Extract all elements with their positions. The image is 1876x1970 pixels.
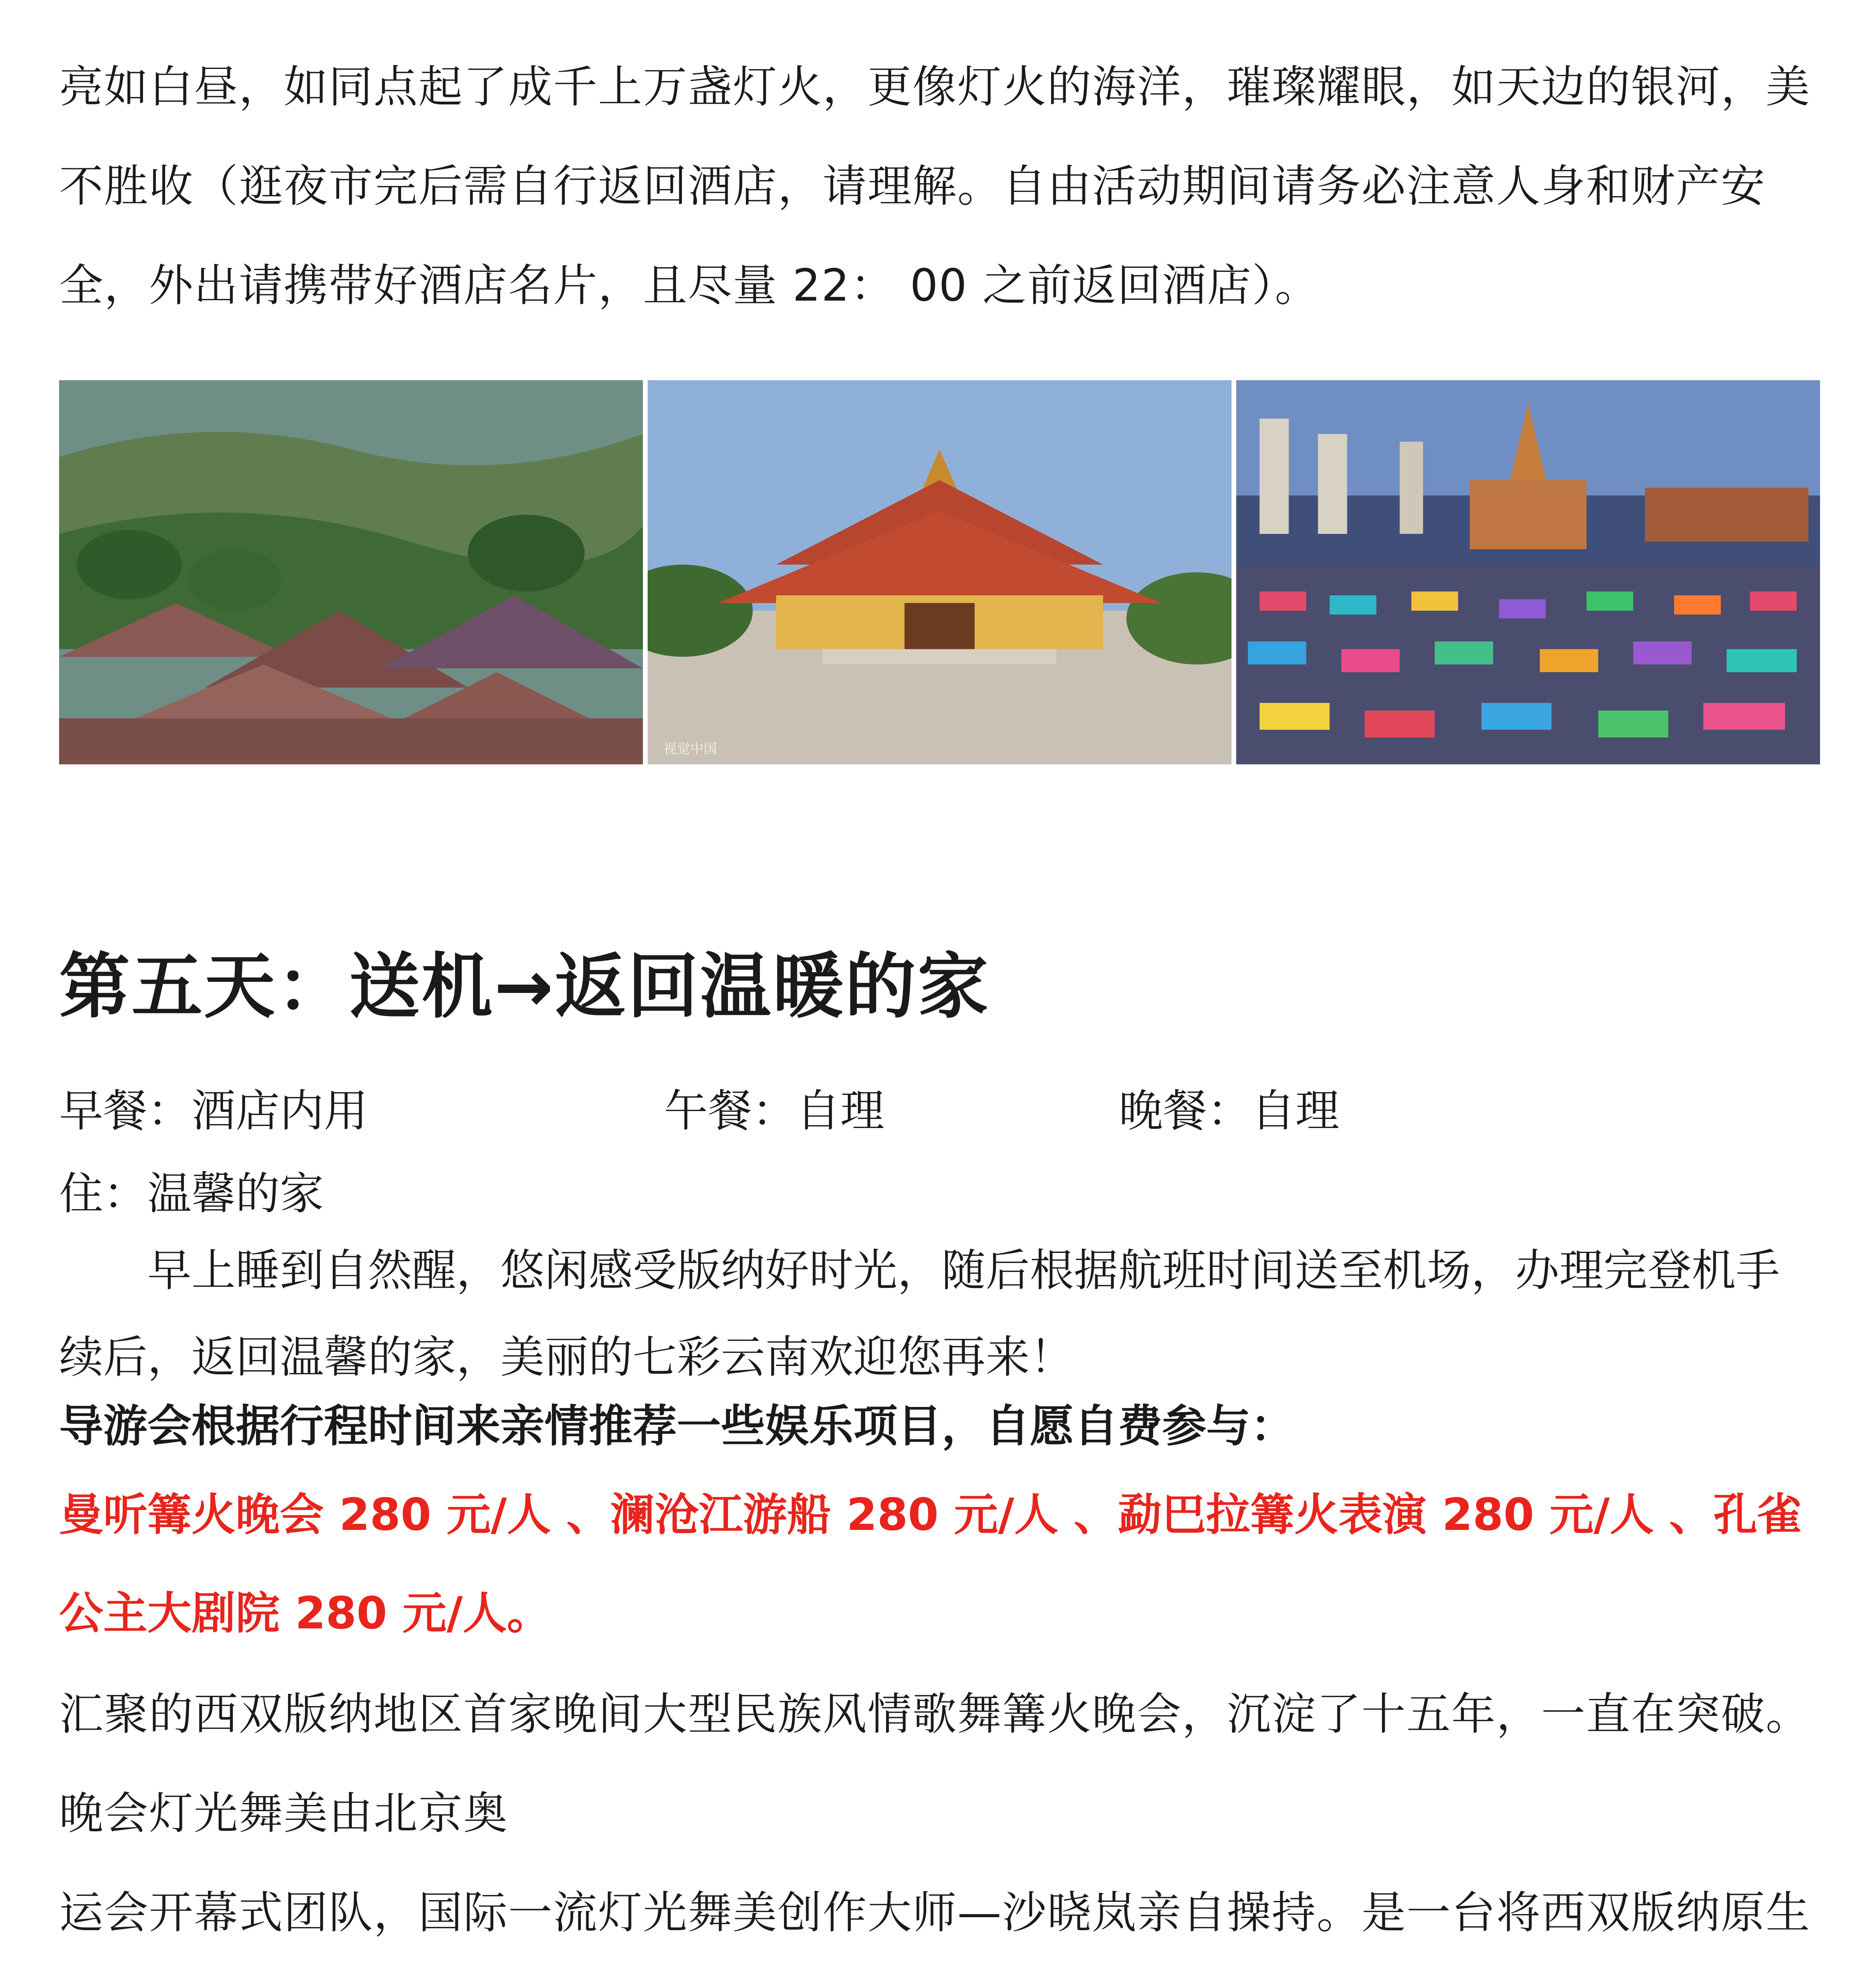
guide-recommendation: 导游会根据行程时间来亲情推荐一些娱乐项目，自愿自费参与： bbox=[59, 1401, 1295, 1452]
photo-strip bbox=[59, 380, 1820, 764]
show-detail-paragraph: 运会开幕式团队，国际一流灯光舞美创作大师—沙晓岚亲自操持。是一台将西双版纳原生 bbox=[59, 1887, 1811, 1938]
intro-paragraph: 亮如白昼，如同点起了成千上万盏灯火，更像灯火的海洋，璀璨耀眼，如天边的银河，美不胜收（逛夜市完后需自行返回酒店，请理解。自由活动期间请务必注意人身和财产安全，外出请携带好酒店名片，且尽量 22： 00 之前返回酒店）。 bbox=[59, 61, 1811, 311]
meals-row bbox=[59, 1076, 1820, 1143]
night-market-photo bbox=[1236, 380, 1820, 764]
breakfast-label: 早餐：酒店内用 bbox=[59, 1085, 368, 1137]
show-description bbox=[59, 1665, 1820, 1970]
lunch-label: 午餐：自理 bbox=[664, 1085, 884, 1137]
temple-photo bbox=[648, 380, 1231, 764]
photo-watermark: 视觉中国 bbox=[663, 741, 717, 757]
village-rooftops-photo bbox=[59, 380, 643, 764]
stay-label: 住：温馨的家 bbox=[59, 1168, 324, 1219]
show-intro-paragraph: 汇聚的西双版纳地区首家晚间大型民族风情歌舞篝火晚会，沉淀了十五年，一直在突破。晚会灯光舞美由北京奥 bbox=[59, 1689, 1811, 1839]
dinner-label: 晚餐：自理 bbox=[1119, 1085, 1339, 1137]
day-description: 早上睡到自然醒，悠闲感受版纳好时光，随后根据航班时间送至机场，办理完登机手续后，返回温馨的家，美丽的七彩云南欢迎您再来！ bbox=[59, 1245, 1780, 1383]
optional-activities: 曼听篝火晚会 280 元/人 、澜沧江游船 280 元/人 、勐巴拉篝火表演 280 元/人 、孔雀公主大剧院 280 元/人。 bbox=[59, 1489, 1802, 1639]
day-five-title: 第五天：送机→返回温暖的家 bbox=[59, 946, 990, 1028]
